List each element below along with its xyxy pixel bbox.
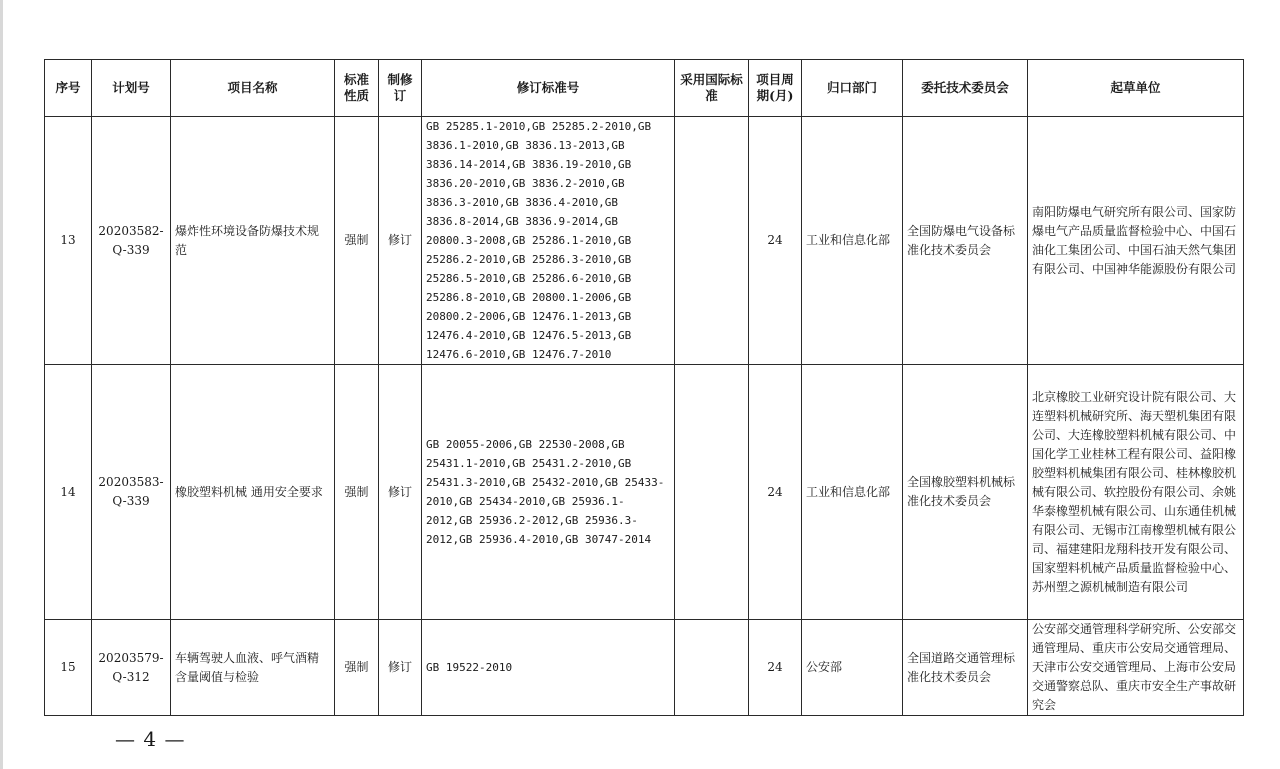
cell-project-name: 橡胶塑料机械 通用安全要求 bbox=[171, 365, 335, 620]
cell-committee: 全国防爆电气设备标准化技术委员会 bbox=[903, 117, 1028, 365]
cell-revised-standard: GB 25285.1-2010,GB 25285.2-2010,GB 3836.1-2010,GB 3836.13-2013,GB 3836.14-2014,GB 3836.19-2010,GB 3836.20-2010,GB 3836.2-2010,GB 3836.3-2010,GB 3836.4-2010,GB 3836.8-2014,GB 3836.9-2014,GB 20800.3-2008,GB 25286.1-2010,GB 25286.2-2010,GB 25286.3-2010,GB 25286.5-2010,GB 25286.6-2010,GB 25286.8-2010,GB 20800.1-2006,GB 20800.2-2006,GB 12476.1-2013,GB 12476.4-2010,GB 12476.5-2013,GB 12476.6-2010,GB 12476.7-2010 bbox=[422, 117, 675, 365]
cell-type: 修订 bbox=[379, 365, 422, 620]
cell-drafter: 北京橡胶工业研究设计院有限公司、大连塑料机械研究所、海天塑机集团有限公司、大连橡胶塑料机械有限公司、中国化学工业桂林工程有限公司、益阳橡胶塑料机械集团有限公司、桂林橡胶机械有限公司、软控股份有限公司、余姚华泰橡塑机械有限公司、山东通佳机械有限公司、无锡市江南橡塑机械有限公司、福建建阳龙翔科技开发有限公司、国家塑料机械产品质量监督检验中心、苏州塑之源机械制造有限公司 bbox=[1028, 365, 1244, 620]
cell-no: 14 bbox=[45, 365, 92, 620]
table-row bbox=[45, 365, 1244, 620]
header-committee: 委托技术委员会 bbox=[903, 60, 1028, 117]
table-row bbox=[45, 620, 1244, 716]
cell-committee: 全国道路交通管理标准化技术委员会 bbox=[903, 620, 1028, 716]
page-number: — 4 — bbox=[115, 727, 186, 751]
header-department: 归口部门 bbox=[802, 60, 903, 117]
header-no: 序号 bbox=[45, 60, 92, 117]
cell-type: 修订 bbox=[379, 117, 422, 365]
header-project-name: 项目名称 bbox=[171, 60, 335, 117]
cell-drafter: 公安部交通管理科学研究所、公安部交通管理局、重庆市公安局交通管理局、天津市公安交通管理局、上海市公安局交通警察总队、重庆市安全生产事故研究会 bbox=[1028, 620, 1244, 716]
cell-revised-standard: GB 20055-2006,GB 22530-2008,GB 25431.1-2010,GB 25431.2-2010,GB 25431.3-2010,GB 25432-2010,GB 25433-2010,GB 25434-2010,GB 25936.1-2012,GB 25936.2-2012,GB 25936.3-2012,GB 25936.4-2010,GB 30747-2014 bbox=[422, 365, 675, 620]
header-revised-standard: 修订标准号 bbox=[422, 60, 675, 117]
header-period: 项目周期(月) bbox=[749, 60, 802, 117]
header-revision-type: 制修订 bbox=[379, 60, 422, 117]
cell-intl-standard bbox=[675, 117, 749, 365]
cell-plan-no: 20203583-Q-339 bbox=[92, 365, 171, 620]
cell-nature: 强制 bbox=[335, 620, 379, 716]
header-standard-nature: 标准性质 bbox=[335, 60, 379, 117]
cell-plan-no: 20203582-Q-339 bbox=[92, 117, 171, 365]
cell-period: 24 bbox=[749, 620, 802, 716]
cell-plan-no: 20203579-Q-312 bbox=[92, 620, 171, 716]
cell-drafter: 南阳防爆电气研究所有限公司、国家防爆电气产品质量监督检验中心、中国石油化工集团公司、中国石油天然气集团有限公司、中国神华能源股份有限公司 bbox=[1028, 117, 1244, 365]
table-row bbox=[45, 117, 1244, 365]
cell-no: 13 bbox=[45, 117, 92, 365]
cell-nature: 强制 bbox=[335, 117, 379, 365]
cell-no: 15 bbox=[45, 620, 92, 716]
cell-committee: 全国橡胶塑料机械标准化技术委员会 bbox=[903, 365, 1028, 620]
cell-department: 工业和信息化部 bbox=[802, 117, 903, 365]
cell-project-name: 爆炸性环境设备防爆技术规范 bbox=[171, 117, 335, 365]
table-header-row bbox=[45, 60, 1244, 117]
cell-revised-standard: GB 19522-2010 bbox=[422, 620, 675, 716]
cell-intl-standard bbox=[675, 365, 749, 620]
cell-nature: 强制 bbox=[335, 365, 379, 620]
page-edge-shadow bbox=[0, 0, 3, 769]
cell-department: 公安部 bbox=[802, 620, 903, 716]
standards-plan-table bbox=[44, 59, 1244, 716]
header-plan-no: 计划号 bbox=[92, 60, 171, 117]
header-intl-standard: 采用国际标准 bbox=[675, 60, 749, 117]
cell-project-name: 车辆驾驶人血液、呼气酒精含量阈值与检验 bbox=[171, 620, 335, 716]
cell-period: 24 bbox=[749, 365, 802, 620]
cell-intl-standard bbox=[675, 620, 749, 716]
cell-period: 24 bbox=[749, 117, 802, 365]
cell-type: 修订 bbox=[379, 620, 422, 716]
cell-department: 工业和信息化部 bbox=[802, 365, 903, 620]
header-drafter: 起草单位 bbox=[1028, 60, 1244, 117]
